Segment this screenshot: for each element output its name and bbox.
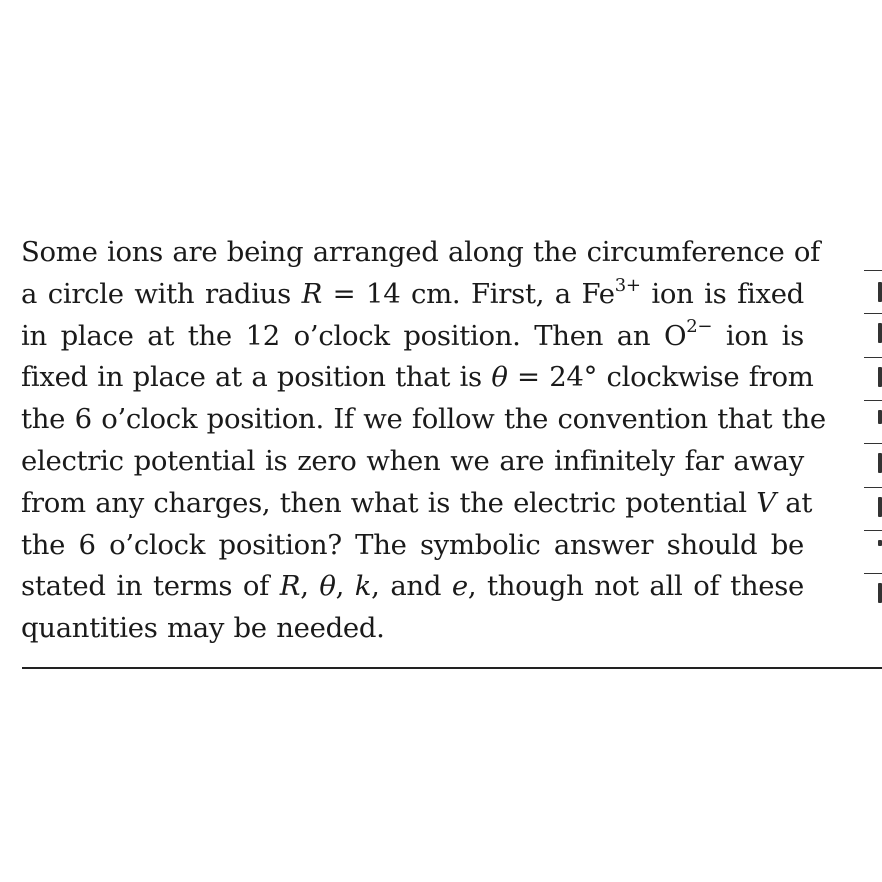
problem-statement: [21, 232, 826, 650]
table-row-border: [864, 313, 882, 314]
radius-symbol: R: [301, 277, 322, 310]
table-row-border: [864, 573, 882, 574]
table-row-border: [864, 357, 882, 358]
table-row-border: [864, 487, 882, 488]
cropped-glyph: [878, 282, 882, 302]
table-row-border: [864, 530, 882, 531]
problem-line-7: from any charges, then what is the electric potential V at: [21, 486, 813, 519]
problem-line-1: Some ions are being arranged along the circumference of: [21, 236, 821, 268]
fe-charge: 3+: [614, 274, 641, 296]
horizontal-rule: [22, 667, 882, 669]
potential-symbol: V: [756, 486, 776, 519]
cropped-glyph: [878, 540, 882, 546]
problem-line-5: the 6 o’clock position. If we follow the convention that the: [21, 403, 826, 436]
cropped-glyph: [878, 323, 882, 343]
problem-line-6: electric potential is zero when we are infinitely far away: [21, 444, 804, 477]
problem-line-3: in place at the 12 o’clock position. Then an $O^{2-}$ ion is: [21, 316, 804, 352]
cropped-glyph: [878, 367, 882, 387]
cropped-glyph: [878, 453, 882, 473]
table-row-border: [864, 400, 882, 401]
cropped-glyph: [878, 410, 882, 424]
problem-line-9: stated in terms of R, θ, k, and e, though not all of these: [21, 570, 805, 603]
theta-symbol: θ: [491, 361, 508, 394]
problem-line-8: the 6 o’clock position? The symbolic answer should be: [21, 528, 804, 561]
o-charge: 2−: [686, 316, 713, 338]
table-row-border: [864, 443, 882, 444]
cropped-glyph: [878, 583, 882, 603]
cropped-glyph: [878, 497, 882, 517]
problem-line-10: quantities may be needed.: [21, 612, 385, 645]
problem-line-2: a circle with radius R = 14 cm. First, a $Fe^{3+}$ ion is fixed: [21, 274, 804, 310]
problem-line-4: fixed in place at a position that is θ = 24° clockwise from: [21, 361, 814, 394]
table-row-border: [864, 270, 882, 271]
